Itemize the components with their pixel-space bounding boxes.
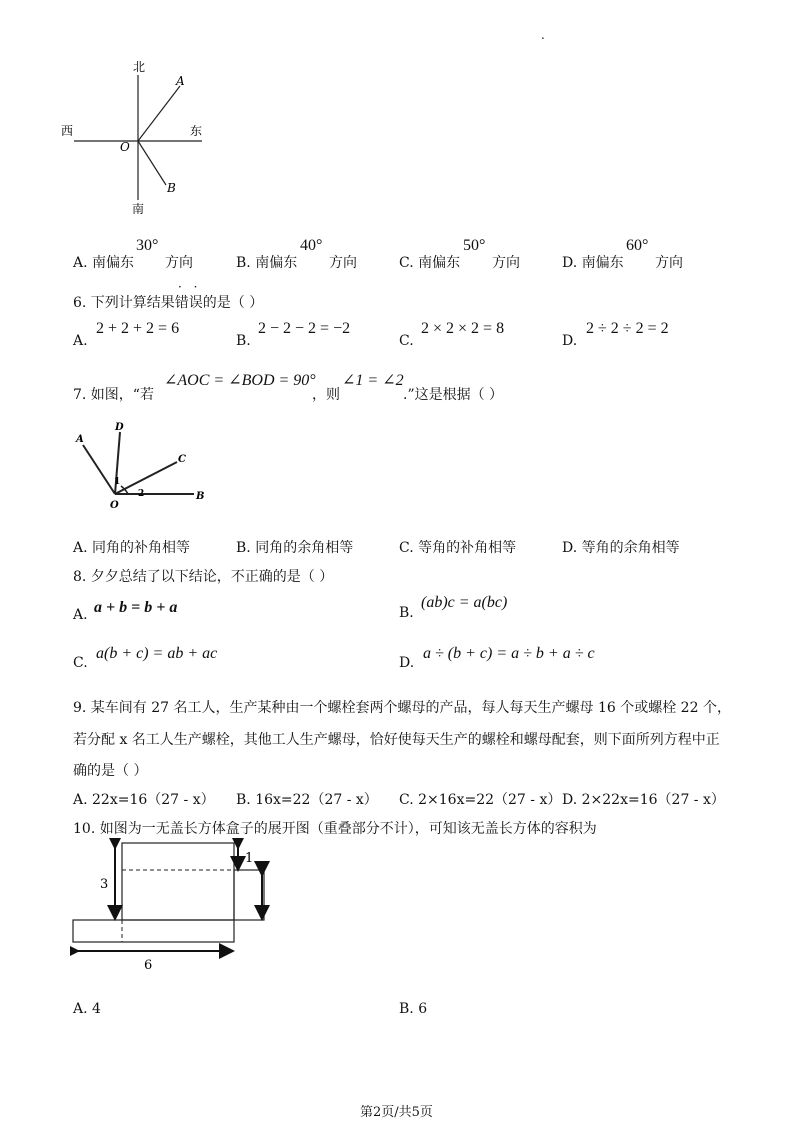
q6-option-b-letter[interactable]: B. <box>236 333 251 349</box>
compass-figure <box>60 55 220 220</box>
q7-point-b: B <box>196 491 205 502</box>
q5-option-b[interactable]: B. 南偏东 <box>236 255 298 271</box>
q5-option-d[interactable]: D. 南偏东 <box>562 255 624 271</box>
q10-stem: 10. 如图为一无盖长方体盒子的展开图（重叠部分不计），可知该无盖长方体的容积为 <box>73 821 597 837</box>
east-label: 东 <box>190 124 203 138</box>
q10-option-a[interactable]: A. 4 <box>73 1001 101 1017</box>
q7-point-c: C <box>178 454 186 465</box>
q7-point-d: D <box>115 422 124 433</box>
q6-option-c-expr: 2 × 2 × 2 = 8 <box>421 320 505 337</box>
q7-angle-1: 1 <box>114 477 121 487</box>
origin-label: O <box>120 140 130 154</box>
width-label: 6 <box>144 958 153 973</box>
q5-option-a-angle: 30° <box>136 237 159 254</box>
q9-option-b[interactable]: B. 16x=22（27 - x） <box>236 792 378 808</box>
q8-option-c-letter[interactable]: C. <box>73 655 88 671</box>
q6-option-a-letter[interactable]: A. <box>73 333 88 349</box>
q7-option-a[interactable]: A. 同角的补角相等 <box>73 540 191 556</box>
top-dot: . <box>541 28 545 42</box>
q6-option-b-expr: 2 − 2 − 2 = −2 <box>258 320 351 337</box>
q7-stem-c: .”这是根据（ ） <box>403 387 504 403</box>
q8-option-b-expr: (ab)c = a(bc) <box>421 594 508 611</box>
q5-option-c-angle: 50° <box>463 237 486 254</box>
q5-option-b-angle: 40° <box>300 237 323 254</box>
q7-stem-b: ，则 <box>312 387 340 403</box>
q5-option-a[interactable]: A. 南偏东 <box>73 255 135 271</box>
q7-expr2: ∠1 = ∠2 <box>342 372 404 389</box>
q8-option-b-letter[interactable]: B. <box>399 605 414 621</box>
q5-option-c-post: 方向 <box>492 255 520 271</box>
q5-option-a-post: 方向 <box>165 255 193 271</box>
q9-line-2: 若分配 x 名工人生产螺栓，其他工人生产螺母，恰好使每天生产的螺栓和螺母配套，则下面所列方程中正 <box>73 732 720 748</box>
q7-option-d[interactable]: D. 等角的余角相等 <box>562 540 680 556</box>
q7-option-b[interactable]: B. 同角的余角相等 <box>236 540 354 556</box>
q6-stem: 6. 下列计算结果错误的是（ ） <box>73 295 264 311</box>
south-label: 南 <box>132 202 145 216</box>
q8-option-d-letter[interactable]: D. <box>399 655 415 671</box>
north-label: 北 <box>133 60 146 74</box>
q7-point-o: O <box>110 500 119 511</box>
q9-option-d[interactable]: D. 2×22x=16（27 - x） <box>562 792 725 808</box>
q6-option-c-letter[interactable]: C. <box>399 333 414 349</box>
q8-stem: 8. 夕夕总结了以下结论，不正确的是（ ） <box>73 569 334 585</box>
q7-point-a: A <box>76 434 84 445</box>
q6-option-d-letter[interactable]: D. <box>562 333 578 349</box>
q8-option-c-expr: a(b + c) = ab + ac <box>96 645 218 662</box>
q7-angle-2: 2 <box>138 489 145 499</box>
q7-option-c[interactable]: C. 等角的补角相等 <box>399 540 517 556</box>
q5-option-b-post: 方向 <box>329 255 357 271</box>
q8-option-d-expr: a ÷ (b + c) = a ÷ b + a ÷ c <box>423 645 595 662</box>
q6-option-d-expr: 2 ÷ 2 ÷ 2 = 2 <box>586 320 669 337</box>
q5-option-d-angle: 60° <box>626 237 649 254</box>
q6-option-a-expr: 2 + 2 + 2 = 6 <box>96 320 180 337</box>
point-a-label: A <box>176 74 185 88</box>
q9-line-3: 确的是（ ） <box>73 763 148 779</box>
depth-label: 1 <box>245 851 254 866</box>
height-label: 3 <box>100 877 109 892</box>
q9-line-1: 9. 某车间有 27 名工人，生产某种由一个螺栓套两个螺母的产品，每人每天生产螺母 16 个或螺栓 22 个， <box>73 700 731 716</box>
q9-option-c[interactable]: C. 2×16x=22（27 - x） <box>399 792 562 808</box>
q7-stem-a: 7. 如图，“若 <box>73 387 154 403</box>
q6-emphasis-dots: · · <box>178 280 202 294</box>
q5-option-c[interactable]: C. 南偏东 <box>399 255 461 271</box>
q5-option-d-post: 方向 <box>655 255 683 271</box>
q7-angle-figure <box>70 420 220 515</box>
q9-option-a[interactable]: A. 22x=16（27 - x） <box>73 792 215 808</box>
box-net-figure <box>70 838 290 973</box>
q8-option-a-expr: a + b = b + a <box>94 599 178 616</box>
q10-option-b[interactable]: B. 6 <box>399 1001 428 1017</box>
q7-expr1: ∠AOC = ∠BOD = 90° <box>164 372 316 389</box>
q8-option-a-letter[interactable]: A. <box>73 607 88 623</box>
west-label: 西 <box>61 124 74 138</box>
point-b-label: B <box>167 181 176 195</box>
page-footer: 第2页/共5页 <box>360 1105 433 1120</box>
